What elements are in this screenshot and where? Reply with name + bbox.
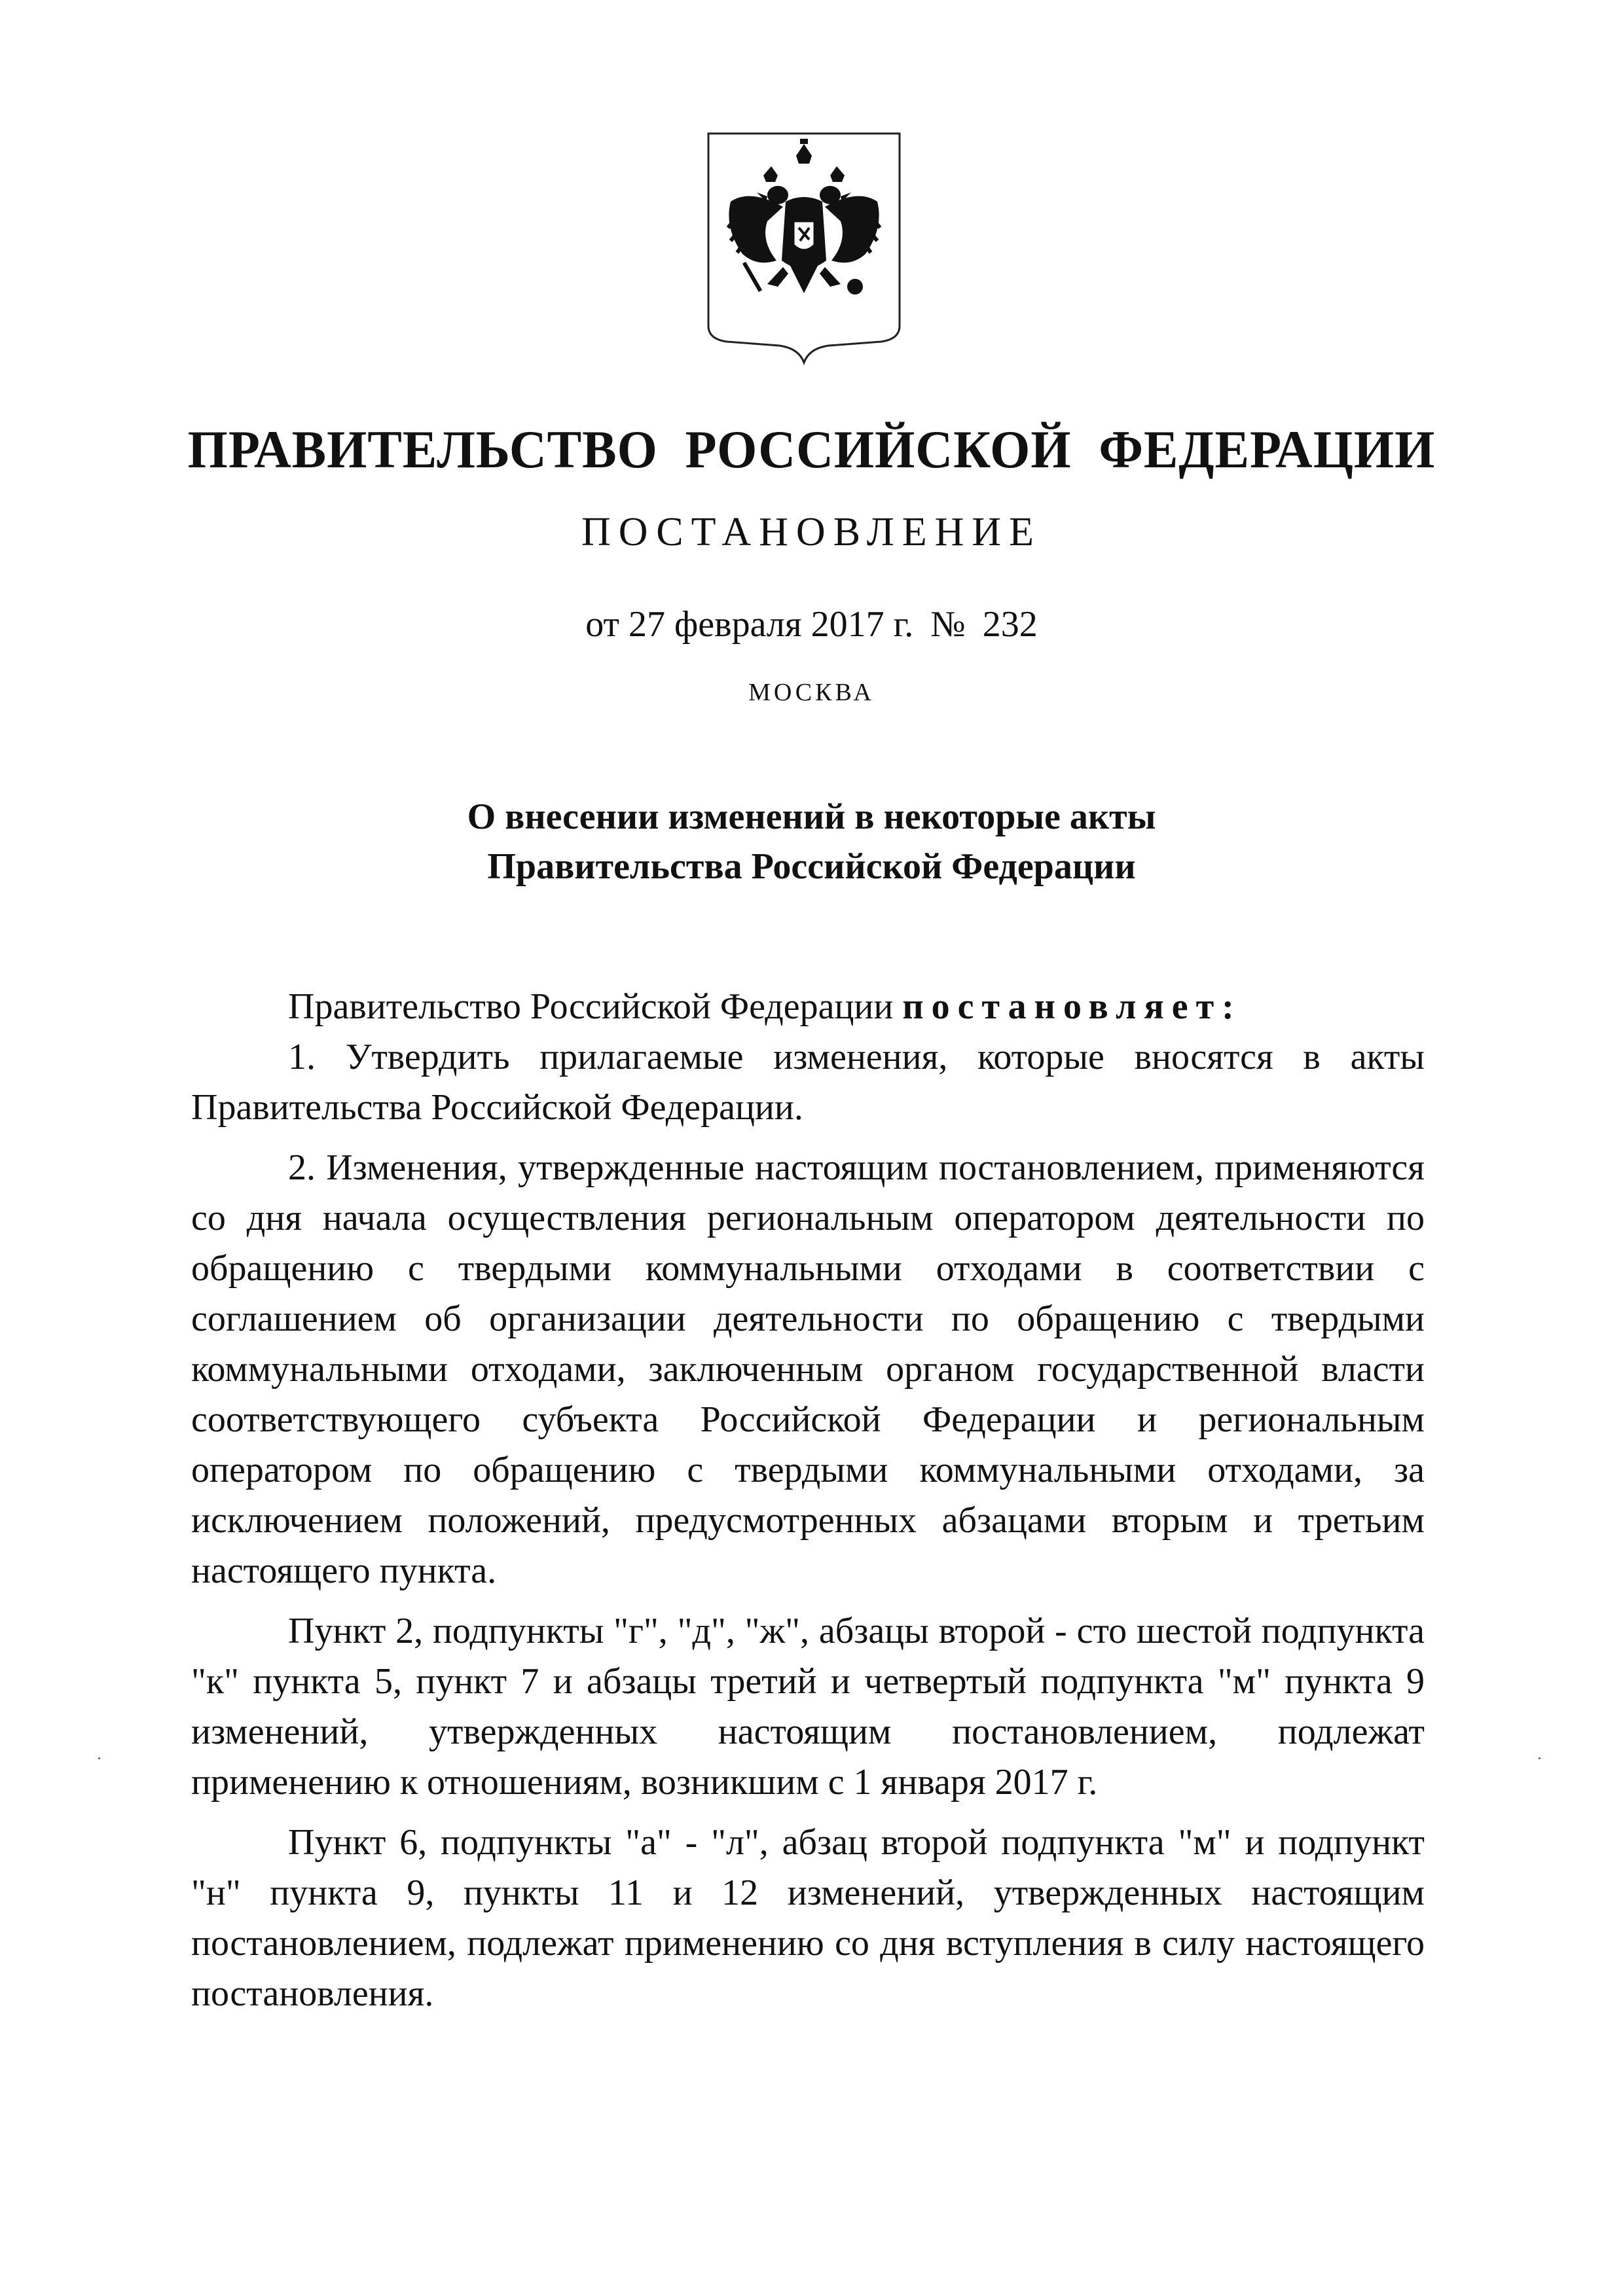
decree-word: постановляет:	[902, 986, 1242, 1027]
document-number: 232	[982, 604, 1038, 645]
paragraph-2: 2. Изменения, утвержденные настоящим постановлением, применяются со дня начала осуществления региональным оператором деятельности по обращению с твердыми коммунальными отходами в соответствии с соглашением об организации деятельности по обращению с твердыми коммунальными отходами, заключенным органом государственной власти соответствующего субъекта Российской Федерации и региональным оператором по обращению с твердыми коммунальными отходами, за исключением положений, предусмотренных абзацами вторым и третьим настоящего пункта.	[191, 1147, 1425, 1591]
date-number-line	[0, 603, 1623, 645]
document-body	[191, 982, 1425, 2019]
paragraph-4: Пункт 6, подпункты "а" - "л", абзац второй подпункта "м" и подпункт "н" пункта 9, пункты 11 и 12 изменений, утвержденных настоящим постановлением, подлежат применению со дня вступления в силу настоящего постановления.	[191, 1822, 1425, 2014]
city: МОСКВА	[748, 679, 875, 706]
document-type: ПОСТАНОВЛЕНИЕ	[581, 510, 1042, 554]
government-title: ПРАВИТЕЛЬСТВО РОССИЙСКОЙ ФЕДЕРАЦИИ	[187, 420, 1436, 479]
paragraph-1: 1. Утвердить прилагаемые изменения, которые вносятся в акты Правительства Российской Федерации.	[191, 1037, 1425, 1128]
scan-speck	[1539, 1757, 1541, 1759]
document-subject	[0, 792, 1623, 891]
subject-line-1: О внесении изменений в некоторые акты	[467, 797, 1156, 837]
paragraph-3: Пункт 2, подпункты "г", "д", "ж", абзацы второй - сто шестой подпункта "к" пункта 5, пункт 7 и абзацы третий и четвертый подпункта "м" пункта 9 изменений, утвержденных настоящим постановлением, подлежат применению к отношениям, возникшим с 1 января 2017 г.	[191, 1611, 1425, 1803]
intro-prefix: Правительство Российской Федерации	[288, 986, 894, 1027]
document-date: от 27 февраля 2017 г.	[585, 604, 914, 645]
intro-paragraph	[191, 982, 1425, 1032]
subject-line-2: Правительства Российской Федерации	[487, 846, 1136, 887]
number-sign: №	[930, 604, 966, 645]
state-emblem	[704, 130, 903, 367]
scan-speck	[98, 1757, 100, 1759]
